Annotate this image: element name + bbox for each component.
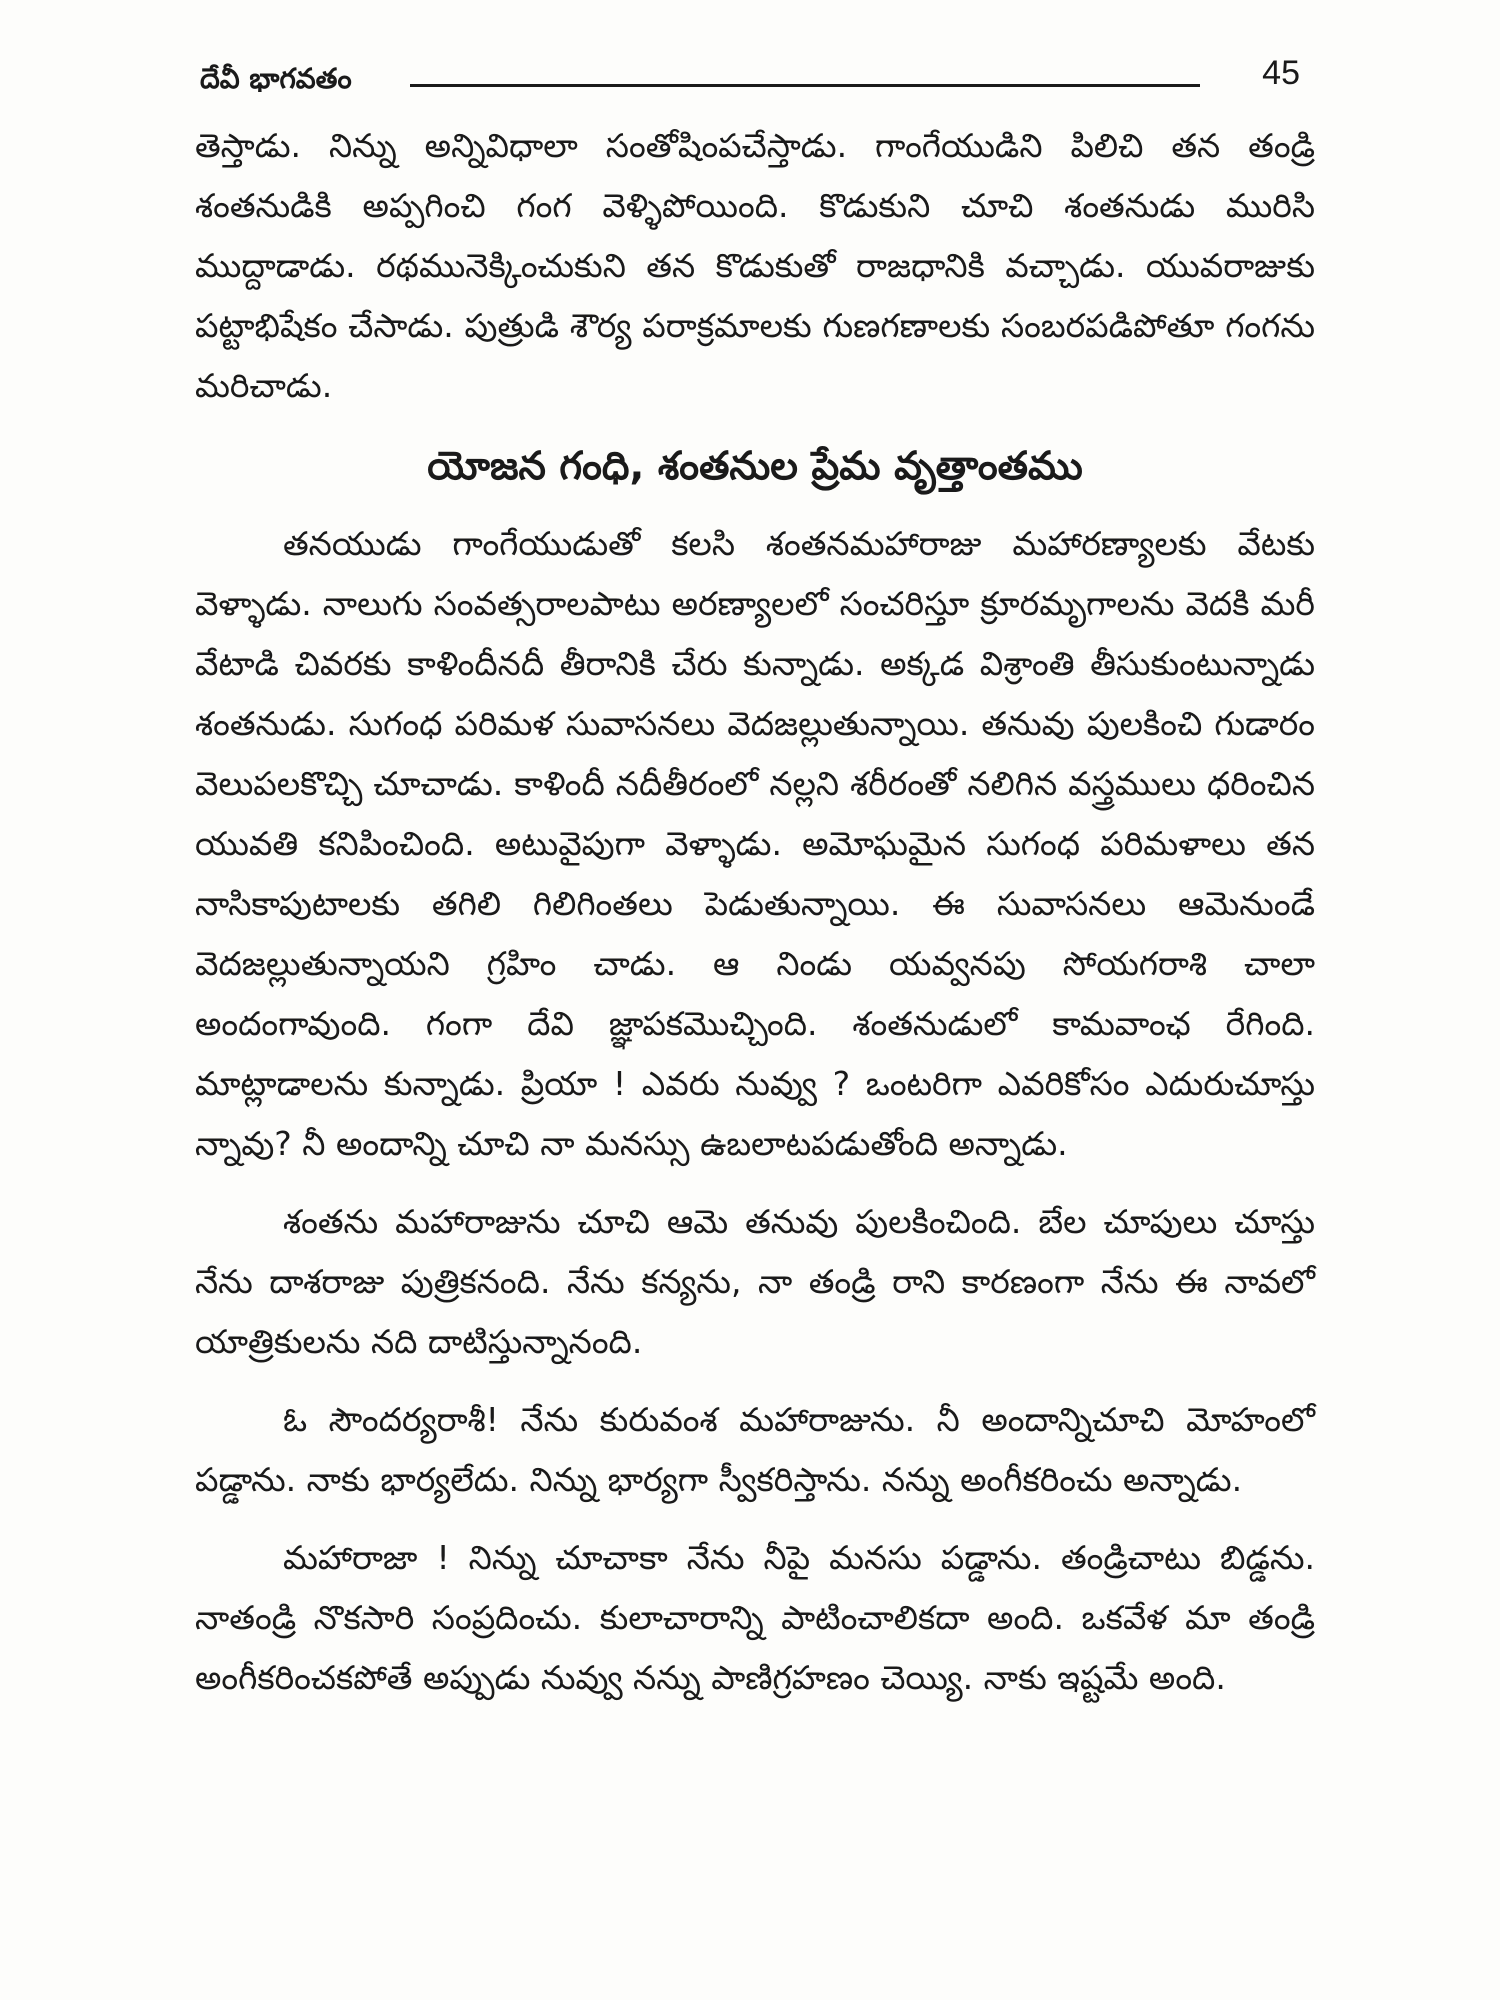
- running-title: దేవీ భాగవతం: [200, 62, 352, 95]
- paragraph-king-proposal: ఓ సౌందర్యరాశీ! నేను కురువంశ మహారాజును. నీ అందాన్నిచూచి మోహంలో పడ్డాను. నాకు భార్యలేదు. నిన్ను భార్యగా స్వీకరిస్తాను. నన్ను అంగీకరించు అన్నాడు.: [195, 1400, 1315, 1499]
- section-heading: యోజన గంధి, శంతనుల ప్రేమ వృత్తాంతము: [427, 444, 1083, 489]
- paragraph-hunting-trip: తనయుడు గాంగేయుడుతో కలసి శంతనమహారాజు మహారణ్యాలకు వేటకు వెళ్ళాడు. నాలుగు సంవత్సరాలపాటు అరణ్యాలలో సంచరిస్తూ క్రూరమృగాలను వెదకి మరీ వేటాడి చివరకు కాళిందీనదీ తీరానికి చేరు కున్నాడు. అక్కడ విశ్రాంతి తీసుకుంటున్నాడు శంతనుడు. సుగంధ పరిమళ సువాసనలు వెదజల్లుతున్నాయి. తనువు పులకించి గుడారం వెలుపలకొచ్చి చూచాడు. కాళిందీ నదీతీరంలో నల్లని శరీరంతో నలిగిన వస్త్రములు ధరించిన యువతి కనిపించింది. అటువైపుగా వెళ్ళాడు. అమోఘమైన సుగంధ పరిమళాలు తన నాసికాపుటాలకు తగిలి గిలిగింతలు పెడుతున్నాయి. ఈ సువాసనలు ఆమెనుండే వెదజల్లుతున్నాయని గ్రహిం చాడు. ఆ నిండు యవ్వనపు సోయగరాశి చాలా అందంగావుంది. గంగా దేవి జ్ఞాపకమొచ్చింది. శంతనుడులో కామవాంఛ రేగింది. మాట్లాడాలను కున్నాడు. ప్రియా ! ఎవరు నువ్వు ? ఒంటరిగా ఎవరికోసం ఎదురుచూస్తు న్నావు? నీ అందాన్ని చూచి నా మనస్సు ఉబలాటపడుతోంది అన్నాడు.: [195, 524, 1315, 1163]
- page-number: 45: [1262, 54, 1300, 92]
- header-rule: [410, 84, 1200, 87]
- paragraph-continuation: తెస్తాడు. నిన్ను అన్నివిధాలా సంతోషింపచేస్తాడు. గాంగేయుడిని పిలిచి తన తండ్రి శంతనుడికి అప్పగించి గంగ వెళ్ళిపోయింది. కొడుకుని చూచి శంతనుడు మురిసి ముద్దాడాడు. రథమునెక్కించుకుని తన కొడుకుతో రాజధానికి వచ్చాడు. యువరాజుకు పట్టాభిషేకం చేసాడు. పుత్రుడి శౌర్య పరాక్రమాలకు గుణగణాలకు సంబరపడిపోతూ గంగను మరిచాడు.: [195, 126, 1315, 405]
- body-text: [195, 116, 1315, 1726]
- running-header: [200, 50, 1300, 110]
- paragraph-maiden-condition: మహారాజా ! నిన్ను చూచాకా నేను నీపై మనసు పడ్డాను. తండ్రిచాటు బిడ్డను. నాతండ్రి నొకసారి సంప్రదించు. కులాచారాన్ని పాటించాలికదా అంది. ఒకవేళ మా తండ్రి అంగీకరించకపోతే అప్పుడు నువ్వు నన్ను పాణిగ్రహణం చెయ్యి. నాకు ఇష్టమే అంది.: [195, 1538, 1315, 1697]
- paragraph-maiden-reply: శంతను మహారాజును చూచి ఆమె తనువు పులకించింది. బేల చూపులు చూస్తు నేను దాశరాజు పుత్రికనంది. నేను కన్యను, నా తండ్రి రాని కారణంగా నేను ఈ నావలో యాత్రికులను నది దాటిస్తున్నానంది.: [195, 1202, 1315, 1361]
